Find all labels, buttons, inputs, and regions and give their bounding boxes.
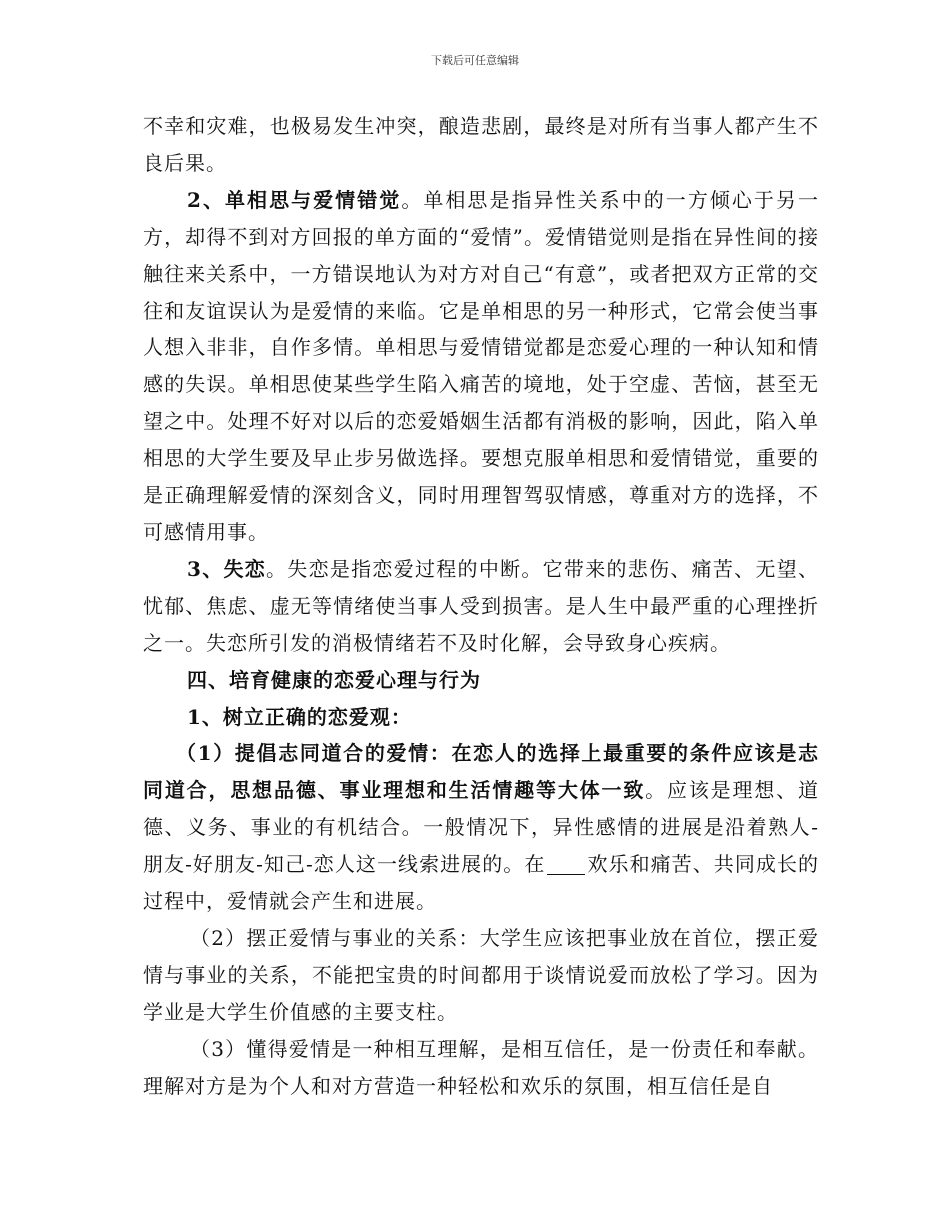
paragraph-text: 。应该是理想、道德、义务、事业的有机结合。一般情况下，异性感情的进展是沿着熟人-朋友-好朋友-知己-恋人这一线索进展的。在 <box>143 778 820 877</box>
paragraph-unrequited-love <box>143 182 819 551</box>
document-body <box>143 108 819 1104</box>
blank-underline <box>547 854 585 875</box>
section-title-breakup: 3、失恋 <box>187 556 267 581</box>
heading-section-four: 四、培育健康的恋爱心理与行为 <box>187 667 481 692</box>
section-title-unrequited-love: 2、单相思与爱情错觉 <box>187 187 402 212</box>
page-header: 下载后可任意编辑 <box>431 54 519 67</box>
heading-subsection-one: 1、树立正确的恋爱观： <box>187 704 412 729</box>
paragraph-understanding: （3）懂得爱情是一种相互理解，是相互信任，是一份责任和奉献。理解对方是为个人和对方营造一种轻松和欢乐的氛围，相互信任是自 <box>143 1036 819 1098</box>
paragraph-text: 欢乐和痛苦、共同成长的过程中，爱情就会产生和进展。 <box>143 852 819 914</box>
paragraph-text: 。失恋是指恋爱过程的中断。它带来的悲伤、痛苦、无望、忧郁、焦虑、虚无等情绪使当事人受到损害。是人生中最严重的心理挫折之一。失恋所引发的消极情绪若不及时化解，会导致身心疾病。 <box>143 556 819 655</box>
paragraph-continued: 不幸和灾难，也极易发生冲突，酿造悲剧，最终是对所有当事人都产生不良后果。 <box>143 114 819 175</box>
paragraph-text: 。单相思是指异性关系中的一方倾心于另一方，却得不到对方回报的单方面的“爱情”。爱情错觉则是指在异性间的接触往来关系中，一方错误地认为对方对自己“有意”，或者把双方正常的交往和友谊误认为是爱情的来临。它是单相思的另一种形式，它常会使当事人想入非非，自作多情。单相思与爱情错觉都是恋爱心理的一种认知和情感的失误。单相思使某些学生陷入痛苦的境地，处于空虚、苦恼，甚至无望之中。处理不好对以后的恋爱婚姻生活都有消极的影响，因此，陷入单相思的大学生要及早止步另做选择。要想克服单相思和爱情错觉，重要的是正确理解爱情的深刻含义，同时用理智驾驭情感，尊重对方的选择，不可感情用事。 <box>143 187 820 544</box>
bold-lead-text: （1）提倡志同道合的爱情：在恋人的选择上最重要的条件应该是志同道合，思想品德、事业理想和生活情趣等大体一致 <box>143 741 819 803</box>
paragraph-like-minded-love <box>143 735 819 920</box>
paragraph-love-and-career: （2）摆正爱情与事业的关系：大学生应该把事业放在首位，摆正爱情与事业的关系，不能把宝贵的时间都用于谈情说爱而放松了学习。因为学业是大学生价值感的主要支柱。 <box>143 925 819 1024</box>
paragraph-breakup <box>143 551 819 662</box>
